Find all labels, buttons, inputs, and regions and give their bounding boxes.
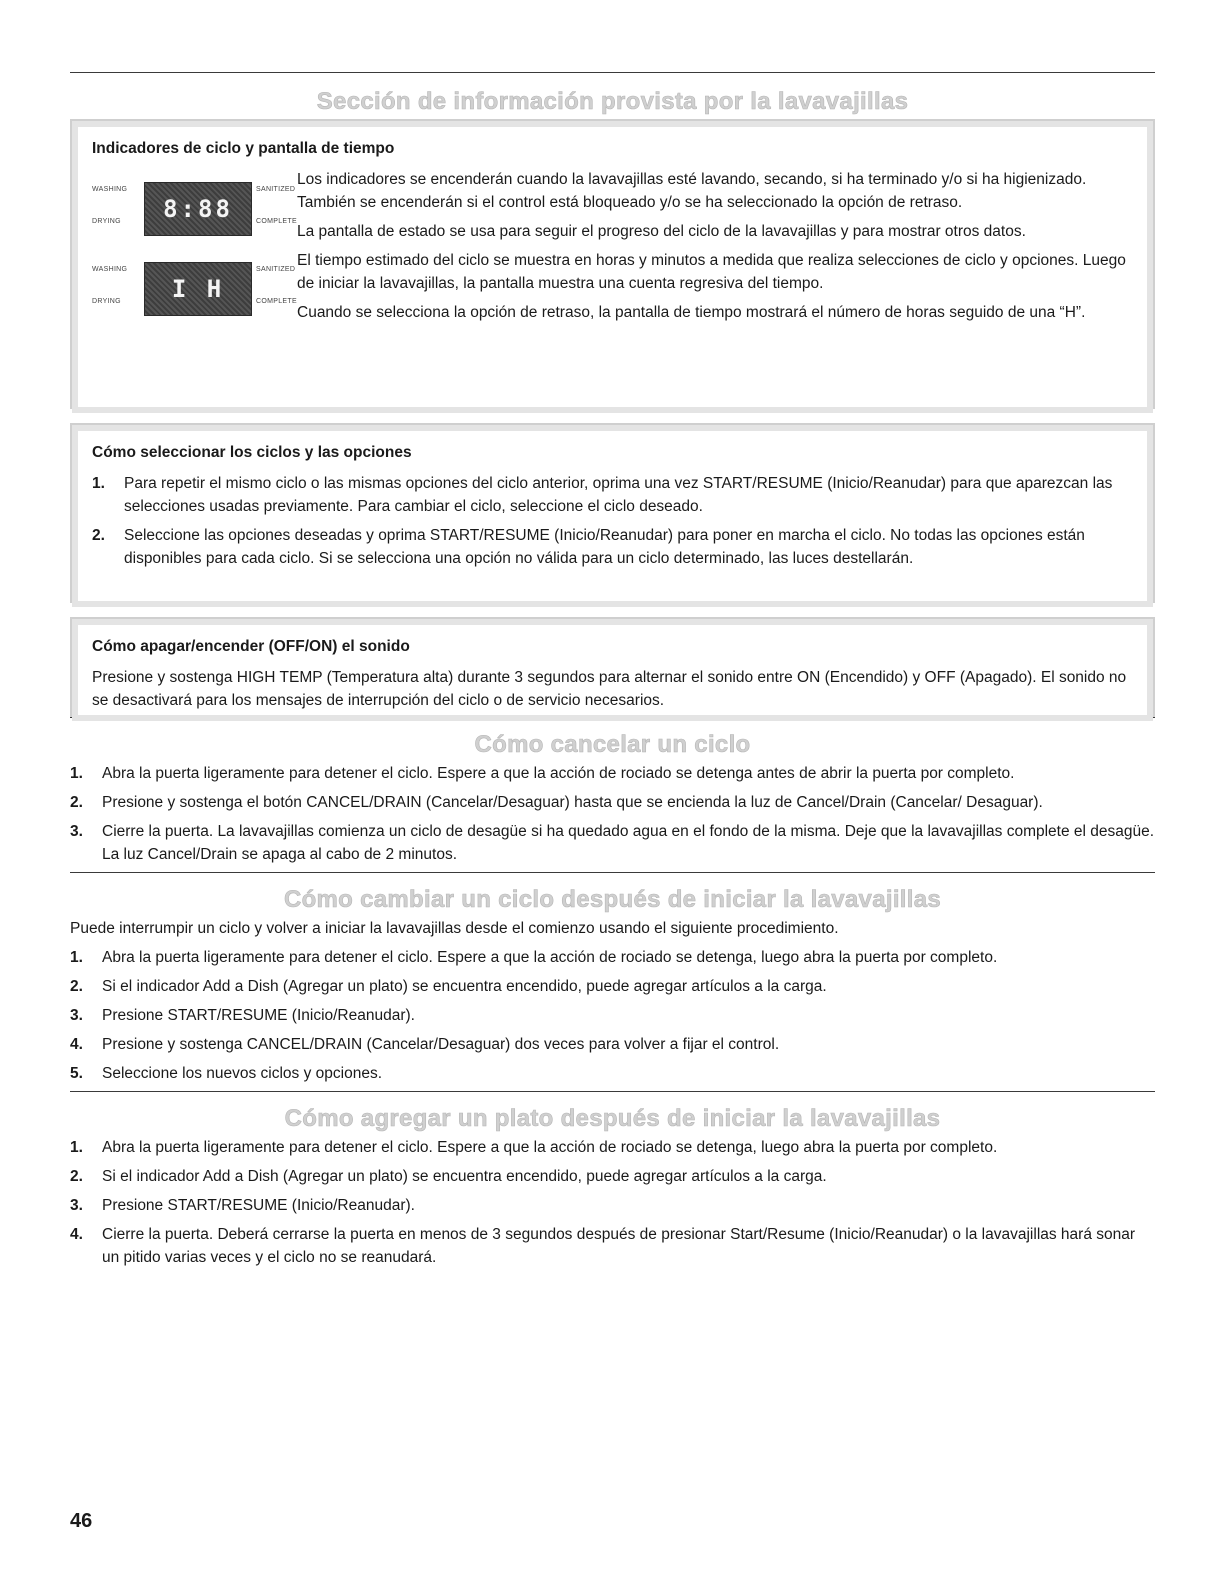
list-item xyxy=(70,820,1155,866)
step-text: Presione y sostenga CANCEL/DRAIN (Cancelar/Desaguar) dos veces para volver a fijar el control. xyxy=(102,1036,780,1053)
delay-display xyxy=(144,262,252,316)
display-box-title: Indicadores de ciclo y pantalla de tiempo xyxy=(92,140,395,157)
top-rule xyxy=(70,72,1155,73)
step-text: Para repetir el mismo ciclo o las mismas opciones del ciclo anterior, oprima una vez START/RESUME (Inicio/Reanudar) para que aparezcan las selecciones usadas previamente. Para cambiar el ciclo, seleccione el ciclo deseado. xyxy=(124,475,1113,515)
paragraph: Los indicadores se encenderán cuando la lavavajillas esté lavando, secando, si ha terminado y/o si ha higienizado. También se encenderán si el control está bloqueado y/o se ha seleccionado la opción de retraso. xyxy=(297,171,1087,211)
cancel-heading: Cómo cancelar un ciclo xyxy=(474,731,751,758)
paragraph: La pantalla de estado se usa para seguir el progreso del ciclo de la lavavajillas y para mostrar otros datos. xyxy=(297,223,1026,240)
display-description xyxy=(297,168,1133,342)
sanitized-label: SANITIZED xyxy=(256,266,296,273)
paragraph: El tiempo estimado del ciclo se muestra en horas y minutos a medida que realiza selecciones de ciclo y opciones. Luego de iniciar la lavavajillas, la pantalla muestra una cuenta regresiva del tiempo. xyxy=(297,252,1126,292)
list-item xyxy=(92,472,1133,518)
step-text: Presione START/RESUME (Inicio/Reanudar). xyxy=(102,1007,415,1024)
sound-box xyxy=(70,617,1155,717)
change-steps xyxy=(70,946,1155,1085)
step-text: Seleccione los nuevos ciclos y opciones. xyxy=(102,1065,383,1082)
time-display xyxy=(144,182,252,236)
step-text: Si el indicador Add a Dish (Agregar un plato) se encuentra encendido, puede agregar artículos a la carga. xyxy=(102,1168,827,1185)
list-item xyxy=(70,975,1155,998)
washing-label: WASHING xyxy=(92,266,128,273)
step-number: 2. xyxy=(70,1168,83,1185)
complete-label: COMPLETE xyxy=(256,218,297,225)
step-number: 1. xyxy=(70,949,83,966)
step-text: Abra la puerta ligeramente para detener el ciclo. Espere a que la acción de rociado se detenga, luego abra la puerta por completo. xyxy=(102,1139,998,1156)
step-number: 3. xyxy=(70,1197,83,1214)
select-box-title: Cómo seleccionar los ciclos y las opciones xyxy=(92,444,412,461)
step-number: 2. xyxy=(70,794,83,811)
dishwasher-info-heading: Sección de información provista por la lavavajillas xyxy=(316,88,909,115)
drying-label: DRYING xyxy=(92,218,121,225)
display-area xyxy=(92,168,1133,342)
washing-label: WASHING xyxy=(92,186,128,193)
step-text: Presione START/RESUME (Inicio/Reanudar). xyxy=(102,1197,415,1214)
change-intro: Puede interrumpir un ciclo y volver a iniciar la lavavajillas desde el comienzo usando el siguiente procedimiento. xyxy=(70,920,839,937)
manual-page xyxy=(70,0,1155,1275)
step-number: 2. xyxy=(92,527,105,544)
list-item xyxy=(70,946,1155,969)
step-text: Abra la puerta ligeramente para detener el ciclo. Espere a que la acción de rociado se detenga antes de abrir la puerta por completo. xyxy=(102,765,1015,782)
step-number: 1. xyxy=(70,765,83,782)
step-number: 4. xyxy=(70,1036,83,1053)
display-panel-delay xyxy=(92,262,297,320)
step-text: Si el indicador Add a Dish (Agregar un plato) se encuentra encendido, puede agregar artículos a la carga. xyxy=(102,978,827,995)
select-cycles-box xyxy=(70,423,1155,603)
time-readout: 8:88 xyxy=(163,195,233,223)
step-number: 2. xyxy=(70,978,83,995)
section-rule xyxy=(70,1091,1155,1092)
page-number: 46 xyxy=(70,1510,93,1532)
list-item xyxy=(70,762,1155,785)
list-item xyxy=(70,1165,1155,1188)
list-item xyxy=(70,1033,1155,1056)
step-number: 3. xyxy=(70,1007,83,1024)
add-dish-steps xyxy=(70,1136,1155,1269)
step-text: Presione y sostenga el botón CANCEL/DRAIN (Cancelar/Desaguar) hasta que se encienda la luz de Cancel/Drain (Cancelar/ Desaguar). xyxy=(102,794,1043,811)
step-number: 1. xyxy=(70,1139,83,1156)
step-number: 1. xyxy=(92,475,105,492)
paragraph: Cuando se selecciona la opción de retraso, la pantalla de tiempo mostrará el número de horas seguido de una “H”. xyxy=(297,304,1086,321)
list-item xyxy=(70,1004,1155,1027)
select-steps xyxy=(92,472,1133,570)
delay-readout: I H xyxy=(171,275,225,303)
display-info-box xyxy=(70,119,1155,409)
step-number: 3. xyxy=(70,823,83,840)
step-number: 5. xyxy=(70,1065,83,1082)
section-rule xyxy=(70,872,1155,873)
list-item xyxy=(70,791,1155,814)
list-item xyxy=(70,1062,1155,1085)
step-text: Abra la puerta ligeramente para detener el ciclo. Espere a que la acción de rociado se detenga, luego abra la puerta por completo. xyxy=(102,949,998,966)
display-panel-time xyxy=(92,182,297,240)
change-heading: Cómo cambiar un ciclo después de iniciar la lavavajillas xyxy=(283,886,942,913)
step-text: Cierre la puerta. Deberá cerrarse la puerta en menos de 3 segundos después de presionar Start/Resume (Inicio/Reanudar) o la lavavajillas hará sonar un pitido varias veces y el ciclo no se reanudará. xyxy=(102,1226,1136,1266)
sound-text: Presione y sostenga HIGH TEMP (Temperatura alta) durante 3 segundos para alternar el sonido entre ON (Encendido) y OFF (Apagado). El sonido no se desactivará para los mensajes de interrupción del ciclo o de servicio necesarios. xyxy=(92,669,1127,709)
step-text: Seleccione las opciones deseadas y oprima START/RESUME (Inicio/Reanudar) para poner en marcha el ciclo. No todas las opciones están disponibles para cada ciclo. Si se selecciona una opción no válida para un ciclo determinado, las luces destellarán. xyxy=(124,527,1085,567)
list-item xyxy=(70,1136,1155,1159)
add-dish-heading: Cómo agregar un plato después de iniciar la lavavajillas xyxy=(284,1105,941,1132)
step-number: 4. xyxy=(70,1226,83,1243)
drying-label: DRYING xyxy=(92,298,121,305)
list-item xyxy=(92,524,1133,570)
list-item xyxy=(70,1223,1155,1269)
sanitized-label: SANITIZED xyxy=(256,186,296,193)
sound-box-title: Cómo apagar/encender (OFF/ON) el sonido xyxy=(92,638,410,655)
list-item xyxy=(70,1194,1155,1217)
cancel-steps xyxy=(70,762,1155,866)
complete-label: COMPLETE xyxy=(256,298,297,305)
step-text: Cierre la puerta. La lavavajillas comienza un ciclo de desagüe si ha quedado agua en el fondo de la misma. Deje que la lavavajillas complete el desagüe. La luz Cancel/Drain se apaga al cabo de 2 minutos. xyxy=(102,823,1155,863)
display-panels xyxy=(92,168,297,342)
